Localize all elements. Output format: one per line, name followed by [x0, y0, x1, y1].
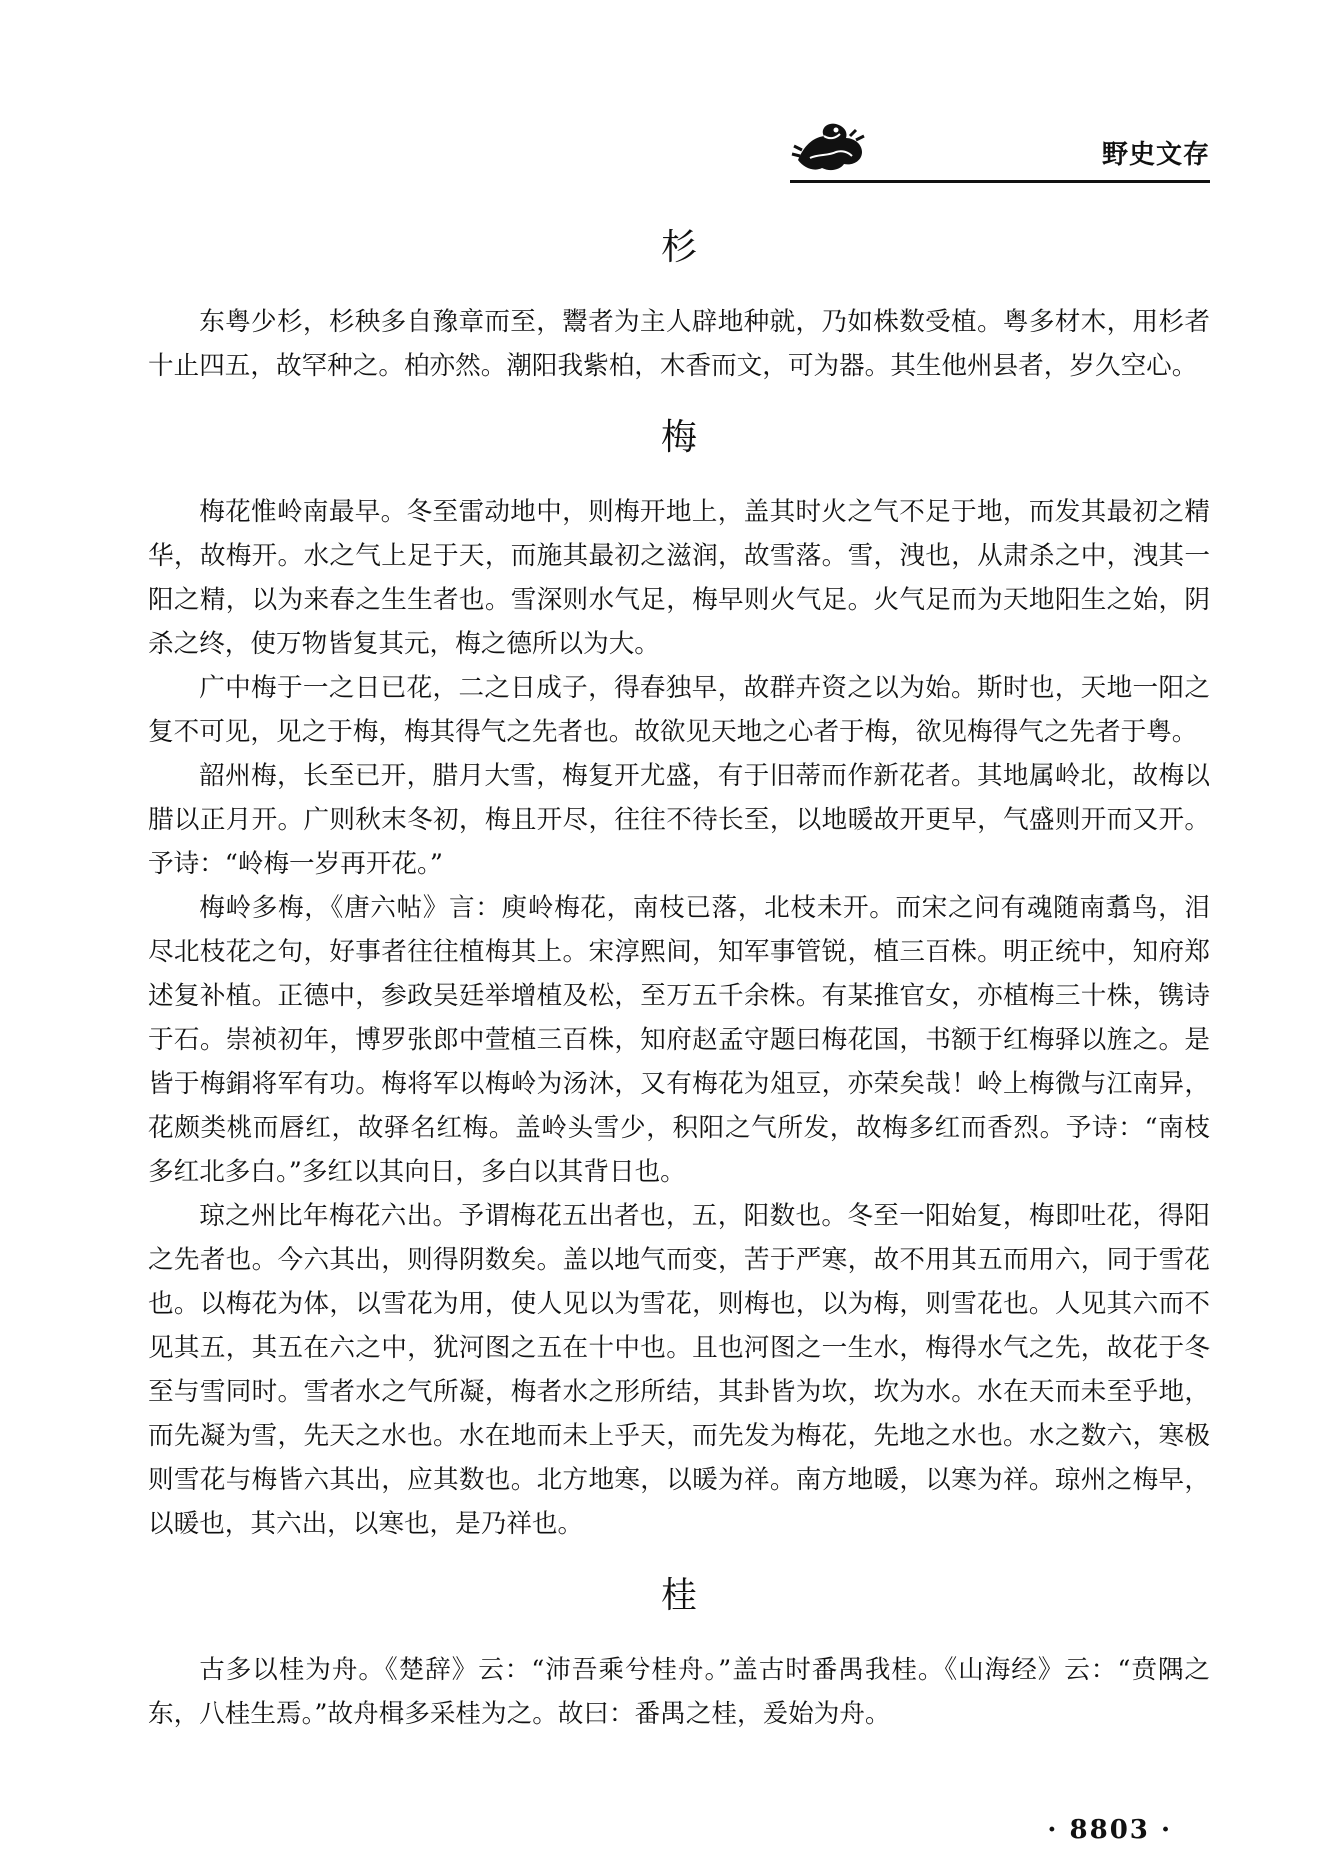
running-header	[790, 108, 1210, 183]
page-number: · 8803 ·	[1047, 1815, 1172, 1845]
dragon-emblem-icon	[790, 116, 870, 176]
page-body	[148, 218, 1210, 1736]
paragraph: 东粤少杉，杉秧多自豫章而至，鬻者为主人辟地种就，乃如株数受植。粤多材木，用杉者十止四五，故罕种之。柏亦然。潮阳我紫柏，木香而文，可为器。其生他州县者，岁久空心。	[148, 307, 1210, 381]
paragraph: 韶州梅，长至已开，腊月大雪，梅复开尤盛，有于旧蒂而作新花者。其地属岭北，故梅以腊以正月开。广则秋末冬初，梅且开尽，往往不待长至，以地暖故开更早，气盛则开而又开。予诗：“岭梅一岁再开花。”	[148, 761, 1210, 879]
paragraph: 古多以桂为舟。《楚辞》云：“沛吾乘兮桂舟。”盖古时番禺我桂。《山海经》云：“贲隅之东，八桂生焉。”故舟楫多采桂为之。故曰：番禺之桂，爰始为舟。	[148, 1655, 1210, 1729]
section-title-shan: 杉	[660, 227, 697, 268]
section-title-gui: 桂	[660, 1575, 697, 1616]
paragraph: 梅岭多梅，《唐六帖》言：庾岭梅花，南枝已落，北枝未开。而宋之问有魂随南翥鸟，泪尽北枝花之句，好事者往往植梅其上。宋淳熙间，知军事管锐，植三百株。明正统中，知府郑述复补植。正德中，参政吴廷举增植及松，至万五千余株。有某推官女，亦植梅三十株，镌诗于石。崇祯初年，博罗张郎中萱植三百株，知府赵孟守题曰梅花国，书额于红梅驿以旌之。是皆于梅鋗将军有功。梅将军以梅岭为汤沐，又有梅花为俎豆，亦荣矣哉！岭上梅微与江南异，花颇类桃而唇红，故驿名红梅。盖岭头雪少，积阳之气所发，故梅多红而香烈。予诗：“南枝多红北多白。”多红以其向日，多白以其背日也。	[148, 893, 1210, 1187]
series-title: 野史文存	[1101, 140, 1210, 170]
paragraph: 广中梅于一之日已花，二之日成子，得春独早，故群卉资之以为始。斯时也，天地一阳之复不可见，见之于梅，梅其得气之先者也。故欲见天地之心者于梅，欲见梅得气之先者于粤。	[148, 673, 1210, 747]
section-title-mei: 梅	[660, 417, 697, 458]
paragraph: 琼之州比年梅花六出。予谓梅花五出者也，五，阳数也。冬至一阳始复，梅即吐花，得阳之先者也。今六其出，则得阴数矣。盖以地气而变，苦于严寒，故不用其五而用六，同于雪花也。以梅花为体，以雪花为用，使人见以为雪花，则梅也，以为梅，则雪花也。人见其六而不见其五，其五在六之中，犹河图之五在十中也。且也河图之一生水，梅得水气之先，故花于冬至与雪同时。雪者水之气所凝，梅者水之形所结，其卦皆为坎，坎为水。水在天而未至乎地，而先凝为雪，先天之水也。水在地而未上乎天，而先发为梅花，先地之水也。水之数六，寒极则雪花与梅皆六其出，应其数也。北方地寒，以暖为祥。南方地暖，以寒为祥。琼州之梅早，以暖也，其六出，以寒也，是乃祥也。	[148, 1201, 1210, 1539]
paragraph: 梅花惟岭南最早。冬至雷动地中，则梅开地上，盖其时火之气不足于地，而发其最初之精华，故梅开。水之气上足于天，而施其最初之滋润，故雪落。雪，洩也，从肃杀之中，洩其一阳之精，以为来春之生生者也。雪深则水气足，梅早则火气足。火气足而为天地阳生之始，阴杀之终，使万物皆复其元，梅之德所以为大。	[148, 497, 1210, 659]
